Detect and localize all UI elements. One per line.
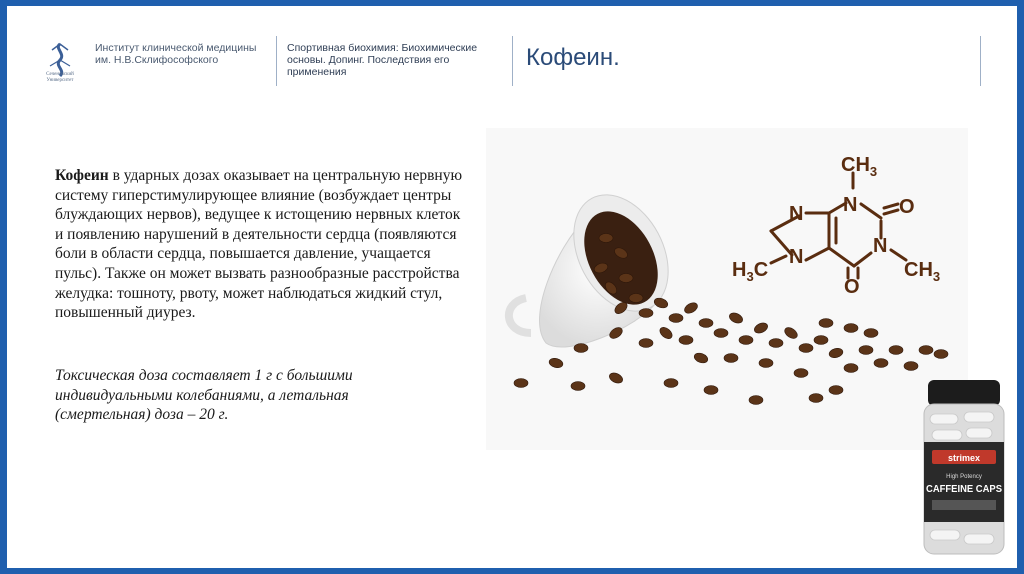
atom-n-lower: N xyxy=(789,246,804,268)
methyl-top-sub: 3 xyxy=(869,164,878,179)
atom-n-imidazole: N xyxy=(789,203,804,225)
methyl-left-c: C xyxy=(753,259,769,281)
methyl-top: CH xyxy=(841,154,870,176)
slide-title: Кофеин. xyxy=(526,44,620,71)
atom-n-top: N xyxy=(843,194,858,216)
methyl-left-h: H xyxy=(732,259,747,281)
header-divider xyxy=(276,36,277,86)
toxic-dose-note: Токсическая доза составляет 1 г с большими индивидуальными колебаниями, а летальная (смертельная) доза – 20 г. xyxy=(55,367,353,424)
paragraph-text: в ударных дозах оказывает на центральную нервную систему гиперстимулирующее влияние (возбуждает центры блуждающих нервов), ведущее к истощению нервных клеток и появлению нарушений в деятельности сердца (появляются боли в области сердца, повышается давление, учащается пульс). Также он может вызвать разнообразные расстройства желудка: тошноту, рвоту, может наблюдаться жидкий стул, повышенный диурез. xyxy=(55,167,463,322)
caffeine-caps-jar xyxy=(918,380,1010,558)
jar-line1: High Potency xyxy=(946,474,982,480)
methyl-left-sub: 3 xyxy=(746,269,754,284)
jar-product-name: CAFFEINE CAPS xyxy=(926,484,1003,495)
methyl-right-sub: 3 xyxy=(932,269,941,284)
header-divider xyxy=(512,36,513,86)
methyl-right: CH xyxy=(904,259,933,281)
atom-n-right: N xyxy=(873,235,888,257)
atom-o-bottom: O xyxy=(844,276,860,298)
institute-name: Институт клинической медицины им. Н.В.Склифософского xyxy=(95,42,257,66)
atom-o-right: O xyxy=(899,196,915,218)
coffee-caffeine-illustration xyxy=(486,128,968,450)
jar-brand: strimex xyxy=(947,453,981,463)
header-divider xyxy=(980,36,981,86)
logo-caption: Сеченовский Университет xyxy=(46,72,74,83)
main-paragraph xyxy=(55,166,465,323)
course-topic: Спортивная биохимия: Биохимические основы. Допинг. Последствия его применения xyxy=(287,42,478,78)
lead-term: Кофеин xyxy=(55,167,109,184)
